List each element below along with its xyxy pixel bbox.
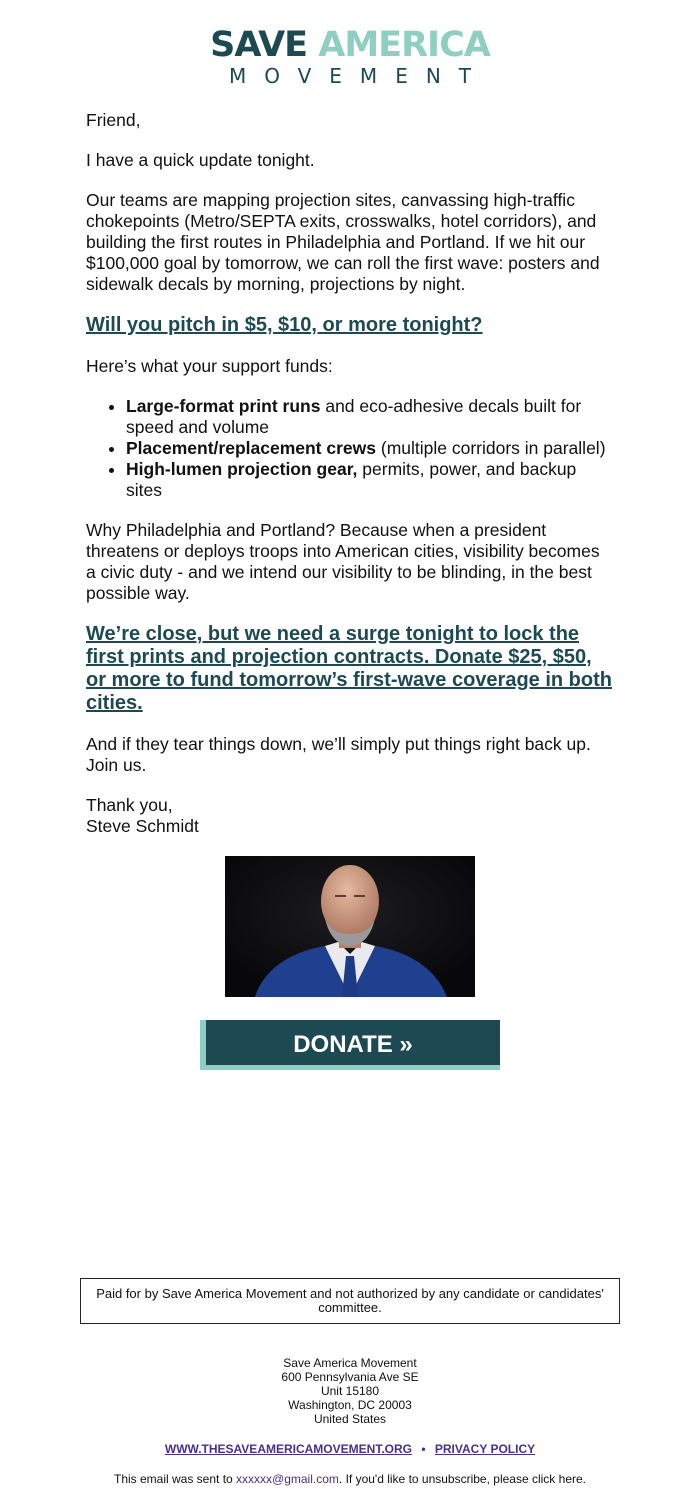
donate-container [0, 1020, 700, 1070]
support-intro: Here’s what your support funds: [86, 356, 333, 376]
separator-dot: • [421, 1442, 426, 1456]
address-country: United States [313, 1412, 387, 1426]
list-item-bold: Large-format print runs [126, 396, 321, 416]
address-unit: Unit 15180 [320, 1384, 380, 1398]
pitch-in-link[interactable]: Will you pitch in $5, $10, or more tonight? [86, 314, 483, 336]
logo-word-save: SAVE [210, 25, 308, 65]
donate-surge-link[interactable]: We’re close, but we need a surge tonight to lock the first prints and projection contracts. Donate $25, $50, or more to fund tomorrow’s first-wave coverage in both cities. [86, 623, 612, 714]
thanks-text: Thank you, [86, 795, 173, 815]
list-item-bold: High-lumen projection gear, [126, 459, 358, 479]
footer-links [0, 1442, 700, 1456]
logo [0, 0, 700, 92]
list-item [126, 459, 614, 501]
recipient-email[interactable]: xxxxxx@gmail.com [236, 1472, 339, 1486]
why-paragraph: Why Philadelphia and Portland? Because when a president threatens or deploys troops into American cities, visibility becomes a civic duty - and we intend our visibility to be blinding, in the best possible way. [86, 520, 600, 603]
email-body [0, 92, 700, 837]
support-list [86, 396, 614, 501]
intro-text: I have a quick update tonight. [86, 150, 315, 170]
unsub-prefix: This email was sent to [113, 1472, 237, 1486]
privacy-policy-link[interactable]: PRIVACY POLICY [434, 1442, 536, 1456]
closing-paragraph: And if they tear things down, we’ll simply put things right back up. Join us. [86, 734, 591, 775]
portrait-image-icon [225, 856, 475, 997]
list-item-text: permits, power, and backup sites [126, 459, 577, 500]
logo-word-movement: MOVEMENT [228, 64, 490, 88]
address-city: Washington, DC 20003 [288, 1398, 412, 1412]
portrait-photo[interactable] [225, 856, 475, 997]
signoff [86, 795, 614, 837]
list-item [126, 396, 614, 438]
address-org: Save America Movement [283, 1356, 417, 1370]
paid-for-disclaimer: Paid for by Save America Movement and not authorized by any candidate or candidates' committee. [80, 1278, 620, 1324]
address-street: 600 Pennsylvania Ave SE [281, 1370, 419, 1384]
greeting: Friend, [86, 110, 141, 130]
website-link[interactable]: WWW.THESAVEAMERICAMOVEMENT.ORG [164, 1442, 412, 1456]
logo-word-america: AMERICA [318, 25, 490, 65]
list-item-text: and eco-adhesive decals built for speed and volume [126, 396, 582, 437]
update-paragraph: Our teams are mapping projection sites, canvassing high-traffic chokepoints (Metro/SEPTA exits, crosswalks, hotel corridors), and building the first routes in Philadelphia and Portland. If we hit our $100,000 goal by tomorrow, we can roll the first wave: posters and sidewalk decals by morning, projections by night. [86, 190, 600, 294]
list-item-bold: Placement/replacement crews [126, 438, 376, 458]
logo-title [0, 25, 700, 65]
mailing-address [0, 1356, 700, 1426]
signature: Steve Schmidt [86, 816, 199, 836]
list-item [126, 438, 614, 459]
photo-container [0, 856, 700, 1002]
unsub-suffix[interactable]: . If you'd like to unsubscribe, please click here. [338, 1472, 586, 1486]
donate-button[interactable]: DONATE » [200, 1020, 500, 1070]
list-item-text: (multiple corridors in parallel) [376, 438, 606, 458]
unsubscribe-line [0, 1472, 700, 1486]
